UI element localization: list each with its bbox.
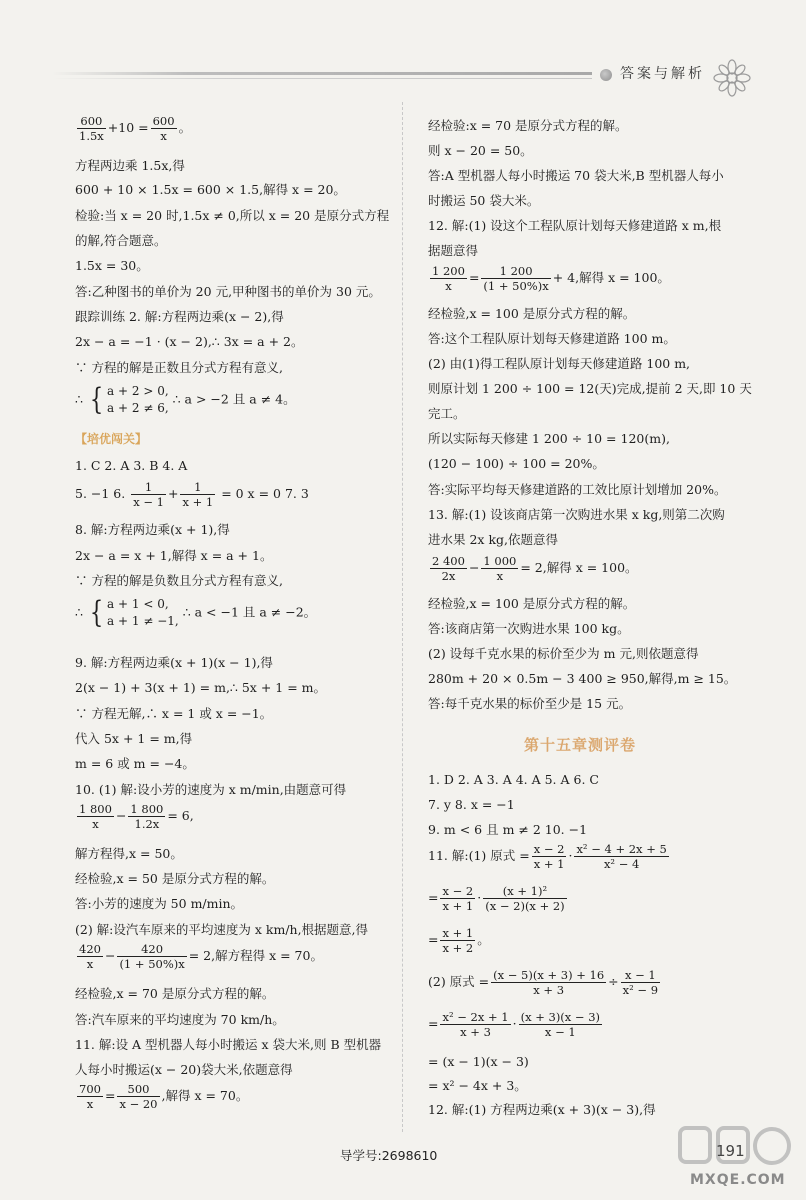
equation-line [428, 554, 638, 583]
text-line: ∵ 方程无解,∴ x = 1 或 x = −1。 [75, 706, 273, 721]
equation-line [428, 926, 490, 955]
equation-text: − [468, 560, 480, 575]
equation-text: − [115, 808, 127, 823]
numerator: 1 200 [432, 264, 465, 278]
text-line: 8. 解:方程两边乘(x + 1),得 [75, 522, 230, 537]
text-line: m = 6 或 m = −4。 [75, 756, 195, 771]
text-line: 答:乙种图书的单价为 20 元,甲种图书的单价为 30 元。 [75, 284, 381, 299]
fraction [131, 480, 166, 509]
text-line: = (x − 1)(x − 3) [428, 1054, 529, 1069]
inequality-system [75, 596, 316, 630]
text-line: (2) 设每千克水果的标价至少为 m 元,则依题意得 [428, 646, 699, 661]
system-rows [107, 383, 169, 417]
system-rows [107, 596, 179, 630]
text-line: 9. 解:方程两边乘(x + 1)(x − 1),得 [75, 655, 273, 670]
fraction [77, 1082, 103, 1111]
equation-text: 11. 解:(1) 原式 = [428, 848, 530, 863]
denominator: x + 3 [533, 983, 565, 997]
equation-text: = [428, 890, 439, 905]
fraction [430, 554, 467, 583]
denominator: x [86, 957, 94, 971]
numerator: 1 [131, 480, 166, 495]
fraction [430, 264, 467, 293]
denominator: x − 1 [544, 1025, 576, 1039]
text-line: 答:汽车原来的平均速度为 70 km/h。 [75, 1012, 285, 1027]
fraction [440, 1010, 510, 1039]
text-line: 完工。 [428, 406, 466, 421]
denominator: x [86, 1097, 94, 1111]
text-line: 1.5x = 30。 [75, 258, 149, 273]
equation-text: +10 = [107, 120, 149, 135]
text-line: 答:小芳的速度为 50 m/min。 [75, 896, 244, 911]
equation-text: · [568, 848, 573, 863]
equation-text: = [104, 1088, 116, 1103]
denominator: x [160, 129, 167, 143]
header-title: 答案与解析 [620, 66, 705, 82]
text-line: 经检验,x = 100 是原分式方程的解。 [428, 596, 636, 611]
text-line: (2) 由(1)得工程队原计划每天修建道路 100 m, [428, 356, 691, 371]
text-line: 12. 解:(1) 方程两边乘(x + 3)(x − 3),得 [428, 1102, 656, 1117]
equation-text: 。 [477, 932, 490, 947]
brace-icon: { [89, 595, 104, 630]
denominator: (1 + 50%)x [483, 279, 549, 293]
denominator: x − 1 [133, 495, 164, 509]
equation-text: = [428, 932, 439, 947]
text-line: 则原计划 1 200 ÷ 100 = 12(天)完成,提前 2 天,即 10 天 [428, 381, 752, 396]
denominator: 2x [441, 569, 456, 583]
text-line: 280m + 20 × 0.5m − 3 400 ≥ 950,解得,m ≥ 15。 [428, 671, 737, 686]
fraction [128, 802, 165, 831]
denominator: x − 20 [119, 1097, 158, 1111]
text-line: (120 − 100) ÷ 100 = 20%。 [428, 456, 605, 471]
fraction [532, 842, 567, 871]
text-line: 经检验,x = 100 是原分式方程的解。 [428, 306, 636, 321]
denominator: 1.5x [79, 129, 104, 143]
text-line: 答:A 型机器人每小时搬运 70 袋大米,B 型机器人每小 [428, 168, 724, 183]
header-dot-icon [600, 69, 612, 81]
chapter-section-title: 第十五章测评卷 [524, 736, 637, 754]
text-line: 的解,符合题意。 [75, 233, 167, 248]
text-line: 检验:当 x = 20 时,1.5x ≠ 0,所以 x = 20 是原分式方程 [75, 208, 390, 223]
denominator: x [445, 279, 452, 293]
system-row: a + 2 > 0, [107, 384, 169, 398]
numerator: 420 [79, 942, 101, 956]
text-line: 解方程得,x = 50。 [75, 846, 183, 861]
numerator: x − 1 [621, 968, 660, 983]
answer-line: 9. m < 6 且 m ≠ 2 10. −1 [428, 822, 588, 837]
fraction [117, 942, 186, 971]
equation-text: · [477, 890, 482, 905]
column-divider [402, 102, 403, 1132]
denominator: x + 3 [460, 1025, 491, 1039]
equation-text: = 2,解得 x = 100。 [520, 560, 638, 575]
numerator: 1 200 [481, 264, 550, 279]
text-line: 所以实际每天修建 1 200 ÷ 10 = 120(m), [428, 431, 670, 446]
equation-text: = 0 x = 0 7. 3 [221, 486, 309, 501]
equation-text: 。 [178, 120, 192, 135]
equation-text: + 4,解得 x = 100。 [552, 270, 670, 285]
answer-line: 1. C 2. A 3. B 4. A [75, 458, 188, 473]
equation-line [75, 114, 191, 143]
fraction [481, 554, 518, 583]
denominator: x + 1 [182, 495, 214, 509]
numerator: 1 000 [483, 554, 517, 568]
equation-line [428, 884, 569, 913]
text-line: 方程两边乘 1.5x,得 [75, 158, 185, 173]
equation-line [428, 264, 670, 293]
fraction [77, 942, 103, 971]
numerator: x² − 2x + 1 [442, 1010, 509, 1024]
answer-line: 7. y 8. x = −1 [428, 797, 515, 812]
equation-line [75, 1082, 248, 1111]
numerator: (x + 3)(x − 3) [520, 1010, 601, 1024]
text-line: 答:实际平均每天修建道路的工效比原计划增加 20%。 [428, 482, 727, 497]
denominator: (x − 2)(x + 2) [485, 899, 565, 913]
therefore-symbol: ∴ [75, 391, 83, 407]
text-line: 2x − a = x + 1,解得 x = a + 1。 [75, 548, 273, 563]
fraction [151, 114, 177, 143]
numerator: 2 400 [432, 554, 465, 568]
equation-text: = 2,解方程得 x = 70。 [188, 948, 323, 963]
fraction [117, 1082, 159, 1111]
header-rule-thin [52, 78, 592, 79]
text-line: ∵ 方程的解是负数且分式方程有意义, [75, 573, 283, 588]
text-line: 10. (1) 解:设小芳的速度为 x m/min,由题意可得 [75, 782, 347, 797]
denominator: x [92, 817, 99, 831]
text-line: 12. 解:(1) 设这个工程队原计划每天修建道路 x m,根 [428, 218, 722, 233]
system-row: a + 2 ≠ 6, [107, 401, 169, 415]
equation-line [428, 968, 662, 997]
text-line: 11. 解:设 A 型机器人每小时搬运 x 袋大米,则 B 型机器 [75, 1037, 382, 1052]
brace-icon: { [89, 382, 104, 417]
fraction [519, 1010, 602, 1039]
numerator: 1 800 [79, 802, 112, 816]
denominator: (1 + 50%)x [119, 957, 185, 971]
numerator: 1 800 [130, 802, 164, 816]
numerator: 700 [79, 1082, 101, 1096]
text-line: 跟踪训练 2. 解:方程两边乘(x − 2),得 [75, 309, 284, 324]
text-line: 人每小时搬运(x − 20)袋大米,依题意得 [75, 1062, 293, 1077]
equation-text: ÷ [608, 974, 619, 989]
text-line: 据题意得 [428, 243, 479, 258]
inequality-system [75, 383, 296, 417]
text-line: 进水果 2x kg,依题意得 [428, 532, 558, 547]
text-line: 13. 解:(1) 设该商店第一次购进水果 x kg,则第二次购 [428, 507, 725, 522]
equation-text: + [167, 486, 179, 501]
text-line: 经检验:x = 70 是原分式方程的解。 [428, 118, 628, 133]
fraction [621, 968, 660, 997]
text-line: 经检验,x = 50 是原分式方程的解。 [75, 871, 275, 886]
system-row: a + 1 < 0, [107, 597, 169, 611]
fraction [483, 884, 566, 913]
equation-line [428, 842, 671, 871]
fraction [481, 264, 550, 293]
equation-line [75, 942, 323, 971]
denominator: x² − 4 [603, 857, 640, 871]
equation-text: − [104, 948, 116, 963]
numerator: 500 [117, 1082, 159, 1097]
text-line: 答:这个工程队原计划每天修建道路 100 m。 [428, 331, 676, 346]
header-rule [52, 72, 592, 75]
denominator: x + 1 [533, 857, 565, 871]
numerator: (x + 1)² [483, 884, 566, 899]
numerator: x² − 4 + 2x + 5 [576, 842, 667, 856]
fraction [440, 884, 475, 913]
flower-ornament-icon [712, 58, 752, 98]
equation-text: = 6, [167, 808, 194, 823]
equation-text: ∴ a > −2 且 a ≠ 4。 [172, 391, 296, 407]
guide-number: 导学号:2698610 [340, 1148, 438, 1163]
text-line: 时搬运 50 袋大米。 [428, 193, 540, 208]
denominator: x² − 9 [622, 983, 659, 997]
equation-text: · [512, 1016, 517, 1031]
numerator: (x − 5)(x + 3) + 16 [493, 968, 605, 982]
denominator: x + 1 [442, 899, 474, 913]
answer-line [75, 480, 309, 509]
answer-line: 1. D 2. A 3. A 4. A 5. A 6. C [428, 772, 599, 787]
numerator: x − 2 [533, 842, 565, 856]
equation-text: (2) 原式 = [428, 974, 490, 989]
denominator: x [496, 569, 504, 583]
numerator: 600 [152, 114, 175, 128]
fraction [77, 114, 106, 143]
fraction [440, 926, 475, 955]
page-number: 191 [716, 1142, 745, 1160]
numerator: 1 [180, 480, 215, 495]
system-row: a + 1 ≠ −1, [107, 614, 179, 628]
text-line: = x² − 4x + 3。 [428, 1078, 527, 1093]
text-line: 代入 5x + 1 = m,得 [75, 731, 193, 746]
fraction [574, 842, 668, 871]
numerator: 420 [117, 942, 186, 957]
text-line: 答:该商店第一次购进水果 100 kg。 [428, 621, 630, 636]
section-tag: 【培优闯关】 [75, 432, 148, 446]
text-line: 600 + 10 × 1.5x = 600 × 1.5,解得 x = 20。 [75, 182, 346, 197]
equation-text: 5. −1 6. [75, 486, 126, 501]
fraction [491, 968, 606, 997]
text-line: 经检验,x = 70 是原分式方程的解。 [75, 986, 275, 1001]
text-line: 则 x − 20 = 50。 [428, 143, 533, 158]
text-line: 2(x − 1) + 3(x + 1) = m,∴ 5x + 1 = m。 [75, 680, 327, 695]
equation-text: ,解得 x = 70。 [161, 1088, 249, 1103]
numerator: x − 2 [442, 884, 474, 898]
denominator: x + 2 [442, 941, 474, 955]
equation-text: = [428, 1016, 439, 1031]
therefore-symbol: ∴ [75, 604, 83, 620]
fraction [77, 802, 114, 831]
text-line: 2x − a = −1 · (x − 2),∴ 3x = a + 2。 [75, 334, 304, 349]
denominator: 1.2x [134, 817, 160, 831]
numerator: 600 [77, 114, 106, 129]
text-line: (2) 解:设汽车原来的平均速度为 x km/h,根据题意,得 [75, 922, 369, 937]
equation-line [75, 802, 194, 831]
text-line: 答:每千克水果的标价至少是 15 元。 [428, 696, 632, 711]
equation-text: ∴ a < −1 且 a ≠ −2。 [182, 604, 317, 620]
watermark-text: MXQE.COM [690, 1172, 786, 1188]
equation-text: = [468, 270, 480, 285]
numerator: x + 1 [442, 926, 474, 940]
text-line: ∵ 方程的解是正数且分式方程有意义, [75, 360, 283, 375]
equation-line [428, 1010, 604, 1039]
fraction [180, 480, 215, 509]
